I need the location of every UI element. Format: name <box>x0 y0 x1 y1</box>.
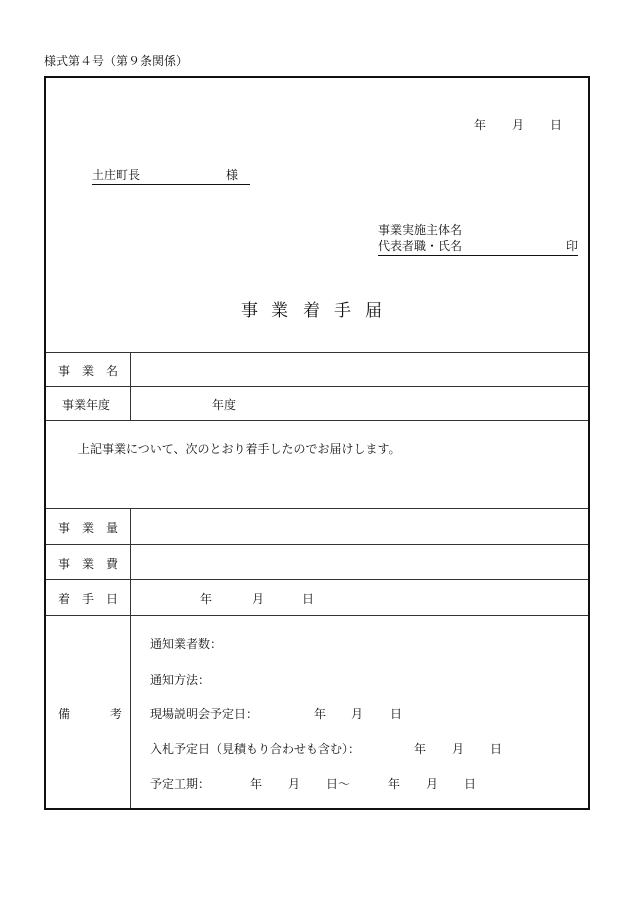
start-date-month: 月 <box>252 592 265 606</box>
date-year: 年 <box>474 118 487 132</box>
divider-lower <box>130 508 131 808</box>
schedule-label: 予定工期： <box>150 777 211 791</box>
form-frame: 年 月 日 土庄町長 様 事業実施主体名 代表者職・氏名 印 事 業 着 手 届 事 業 名 事業年度 年度 上記事業について、次のとおり着手したのでお届けします。 事 業 量 事 業 費 着 手 日 年 月 日 備 考 通知業者数： 通知方法： 現場説明会予定日： 年 月 日 入札予定日（見積もり合わせも含む）： 年 月 日 予定工期： 年 月 日～ 年 月 日 <box>44 76 590 810</box>
site-briefing-month: 月 <box>351 707 364 721</box>
form-number: 様式第４号（第９条関係） <box>44 54 189 68</box>
start-date-day: 日 <box>302 592 315 606</box>
start-date-year: 年 <box>200 592 213 606</box>
rule-2 <box>46 386 588 387</box>
schedule-start-day: 日～ <box>326 777 351 791</box>
applicant-rep-label: 代表者職・氏名 <box>378 239 463 253</box>
bid-date-month: 月 <box>452 742 465 756</box>
rule-4 <box>46 508 588 509</box>
addressee-honorific: 様 <box>226 168 239 182</box>
schedule-end-month: 月 <box>426 777 439 791</box>
bid-date-label: 入札予定日（見積もり合わせも含む）： <box>150 742 361 756</box>
rule-7 <box>46 615 588 616</box>
date-day: 日 <box>550 118 563 132</box>
date-month: 月 <box>512 118 525 132</box>
site-briefing-label: 現場説明会予定日： <box>150 707 259 721</box>
applicant-rep-line <box>378 237 578 256</box>
site-briefing-year: 年 <box>314 707 327 721</box>
schedule-start-year: 年 <box>250 777 263 791</box>
bid-date-day: 日 <box>490 742 503 756</box>
applicant-entity-label: 事業実施主体名 <box>378 223 463 237</box>
project-year-suffix: 年度 <box>212 398 237 412</box>
rule-1 <box>46 352 588 353</box>
divider-upper <box>130 352 131 420</box>
notify-method-label: 通知方法： <box>150 673 211 687</box>
schedule-start-month: 月 <box>288 777 301 791</box>
schedule-end-day: 日 <box>464 777 477 791</box>
rule-5 <box>46 544 588 545</box>
rule-3 <box>46 420 588 421</box>
statement-text: 上記事業について、次のとおり着手したのでお届けします。 <box>78 442 401 456</box>
addressee-name: 土庄町長 <box>92 168 141 182</box>
rule-6 <box>46 579 588 580</box>
bid-date-year: 年 <box>414 742 427 756</box>
notified-count-label: 通知業者数： <box>150 637 223 651</box>
label-project-year: 事業年度 <box>62 398 111 412</box>
site-briefing-day: 日 <box>390 707 403 721</box>
seal-mark: 印 <box>565 239 578 253</box>
addressee-line <box>92 166 250 185</box>
schedule-end-year: 年 <box>388 777 401 791</box>
